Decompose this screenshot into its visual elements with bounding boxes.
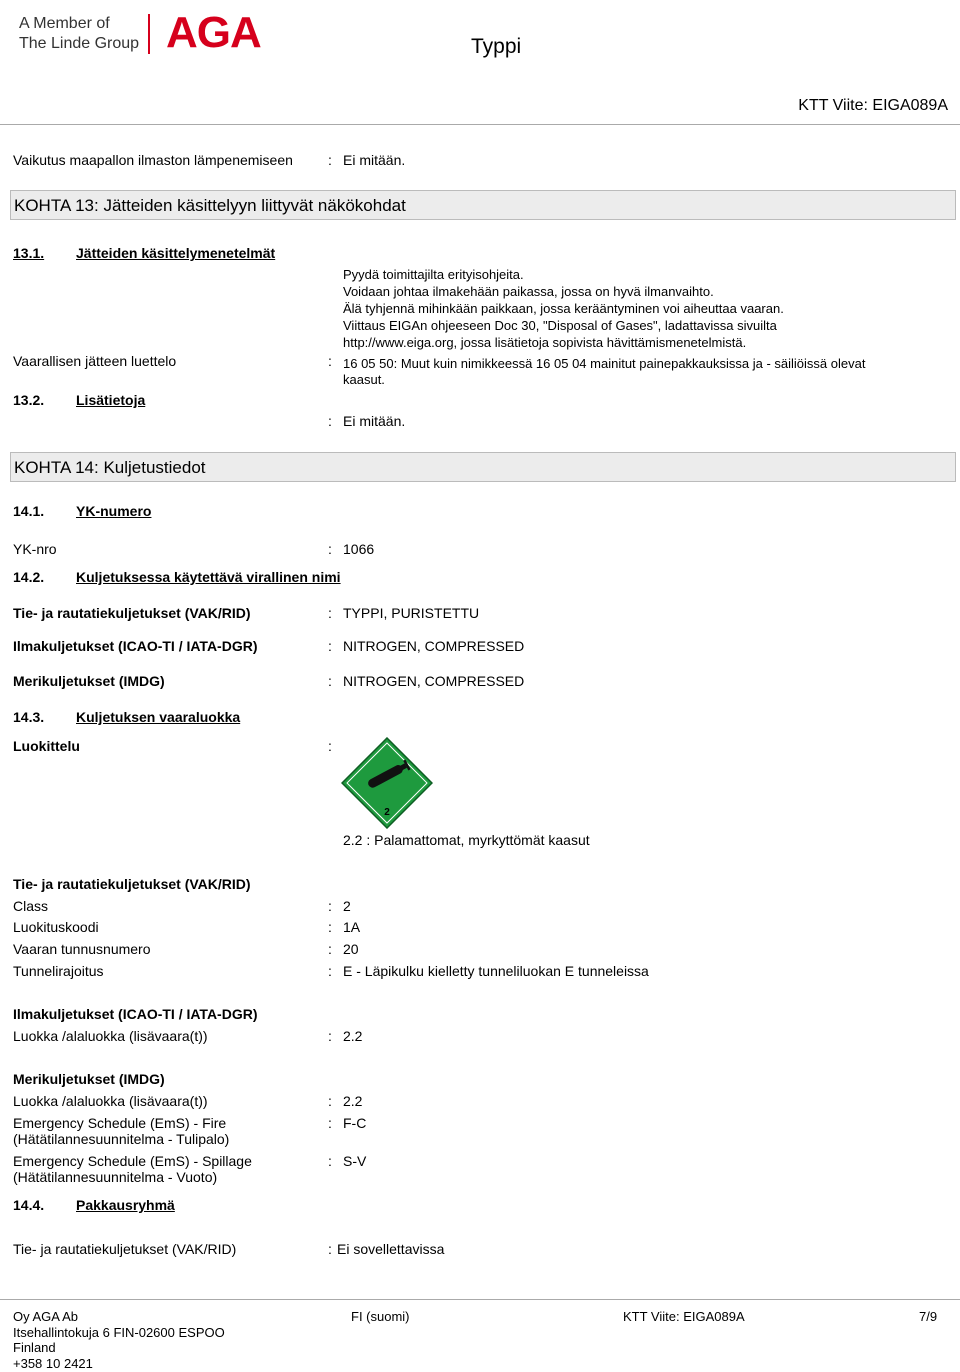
colon: :: [328, 1115, 332, 1131]
road-class-value: 2: [343, 898, 351, 914]
sea-class-value: 2.2: [343, 1093, 363, 1109]
member-line-2: The Linde Group: [19, 35, 140, 52]
colon: :: [328, 963, 332, 979]
disposal-line: Voidaan johtaa ilmakehään paikassa, jossa on hyvä ilmanvaihto.: [343, 284, 714, 299]
shipping-name-label: Ilmakuljetukset (ICAO-TI / IATA-DGR): [13, 638, 258, 654]
ems-fire-value: F-C: [343, 1115, 367, 1131]
footer-rule: [0, 1299, 960, 1300]
subsection-14-2-title: Kuljetuksessa käytettävä virallinen nimi: [76, 569, 341, 585]
subsection-14-4-number: 14.4.: [13, 1197, 45, 1213]
classification-code-label: Luokituskoodi: [13, 919, 99, 935]
air-class-value: 2.2: [343, 1028, 363, 1044]
footer-reference: KTT Viite: EIGA089A: [623, 1309, 745, 1324]
colon: :: [328, 1153, 332, 1169]
shipping-name-label: Tie- ja rautatiekuljetukset (VAK/RID): [13, 605, 251, 621]
sea-class-label: Luokka /alaluokka (lisävaara(t)): [13, 1093, 208, 1109]
colon: :: [328, 673, 332, 689]
air-class-label: Luokka /alaluokka (lisävaara(t)): [13, 1028, 208, 1044]
colon: :: [328, 541, 332, 557]
colon: :: [328, 898, 332, 914]
header-reference: KTT Viite: EIGA089A: [798, 97, 948, 114]
waste-list-value-line-2: kaasut.: [343, 372, 385, 387]
gwp-value: Ei mitään.: [343, 152, 406, 168]
subsection-14-1-number: 14.1.: [13, 503, 45, 519]
shipping-name-value: NITROGEN, COMPRESSED: [343, 673, 525, 689]
colon: :: [328, 353, 332, 369]
ems-fire-label: Emergency Schedule (EmS) - Fire: [13, 1115, 227, 1131]
hazard-placard-icon: [341, 737, 433, 829]
subsection-14-1-title: YK-numero: [76, 503, 152, 519]
footer-phone: +358 10 2421: [13, 1356, 93, 1371]
colon: :: [328, 941, 332, 957]
additional-info-value: Ei mitään.: [343, 413, 406, 429]
section-14-title: KOHTA 14: Kuljetustiedot: [14, 458, 206, 477]
disposal-line: Pyydä toimittajilta erityisohjeita.: [343, 267, 524, 282]
subsection-14-4-title: Pakkausryhmä: [76, 1197, 175, 1213]
hazard-id-value: 20: [343, 941, 359, 957]
ems-spill-label: Emergency Schedule (EmS) - Spillage: [13, 1153, 252, 1169]
document-title: Typpi: [471, 35, 522, 58]
colon: :: [328, 1028, 332, 1044]
placard-caption: 2.2 : Palamattomat, myrkyttömät kaasut: [343, 832, 590, 848]
footer-page-number: 7/9: [919, 1309, 938, 1324]
colon: :: [328, 413, 332, 429]
hazard-id-label: Vaaran tunnusnumero: [13, 941, 151, 957]
packing-group-label: Tie- ja rautatiekuljetukset (VAK/RID): [13, 1241, 237, 1257]
sea-heading: Merikuljetukset (IMDG): [13, 1071, 165, 1087]
shipping-name-value: NITROGEN, COMPRESSED: [343, 638, 525, 654]
colon: :: [328, 605, 332, 621]
subsection-13-1-title: Jätteiden käsittelymenetelmät: [76, 245, 276, 261]
waste-list-value-line-1: 16 05 50: Muut kuin nimikkeessä 16 05 04 mainitut painepakkauksissa ja - säiliöissä olevat: [343, 356, 866, 371]
section-13-title: KOHTA 13: Jätteiden käsittelyyn liittyvät näkökohdat: [14, 196, 406, 215]
colon: :: [328, 638, 332, 654]
shipping-name-label: Merikuljetukset (IMDG): [13, 673, 165, 689]
gwp-label: Vaikutus maapallon ilmaston lämpenemiseen: [13, 152, 293, 168]
tunnel-restriction-value: E - Läpikulku kielletty tunneliluokan E tunneleissa: [343, 963, 649, 979]
ems-fire-label-translation: (Hätätilannesuunnitelma - Tulipalo): [13, 1131, 230, 1147]
footer-street: Itsehallintokuja 6 FIN-02600 ESPOO: [13, 1325, 225, 1340]
footer-company: Oy AGA Ab: [13, 1309, 79, 1324]
aga-logo: AGA: [166, 8, 261, 57]
colon: :: [328, 152, 332, 168]
packing-group-value: Ei sovellettavissa: [337, 1241, 445, 1257]
footer-language: FI (suomi): [351, 1309, 410, 1324]
road-heading: Tie- ja rautatiekuljetukset (VAK/RID): [13, 876, 251, 892]
colon: :: [328, 1241, 332, 1257]
shipping-name-value: TYPPI, PURISTETTU: [343, 605, 480, 621]
member-line-1: A Member of: [19, 15, 110, 32]
subsection-14-3-title: Kuljetuksen vaaraluokka: [76, 709, 241, 725]
subsection-13-1-number: 13.1.: [13, 245, 45, 261]
un-number-value: 1066: [343, 541, 375, 557]
subsection-14-2-number: 14.2.: [13, 569, 45, 585]
header-rule: [0, 124, 960, 125]
classification-code-value: 1A: [343, 919, 361, 935]
disposal-line: Älä tyhjennä mihinkään paikkaan, jossa kerääntyminen voi aiheuttaa vaaran.: [343, 301, 784, 316]
road-class-label: Class: [13, 898, 49, 914]
ems-spill-value: S-V: [343, 1153, 367, 1169]
disposal-line: Viittaus EIGAn ohjeeseen Doc 30, "Disposal of Gases", ladattavissa sivuilta: [343, 318, 777, 333]
air-heading: Ilmakuljetukset (ICAO-TI / IATA-DGR): [13, 1006, 258, 1022]
subsection-13-2-number: 13.2.: [13, 392, 45, 408]
ems-spill-label-translation: (Hätätilannesuunnitelma - Vuoto): [13, 1169, 218, 1185]
logo-divider: [148, 14, 150, 54]
footer-country: Finland: [13, 1340, 56, 1355]
disposal-line: http://www.eiga.org, jossa lisätietoja sopivista hävittämismenetelmistä.: [343, 335, 747, 350]
colon: :: [328, 738, 332, 754]
placard-class-number: 2: [384, 807, 390, 818]
colon: :: [328, 1093, 332, 1109]
tunnel-restriction-label: Tunnelirajoitus: [13, 963, 104, 979]
un-number-label: YK-nro: [13, 541, 57, 557]
subsection-13-2-title: Lisätietoja: [76, 392, 146, 408]
subsection-14-3-number: 14.3.: [13, 709, 45, 725]
waste-list-label: Vaarallisen jätteen luettelo: [13, 353, 177, 369]
colon: :: [328, 919, 332, 935]
classification-label: Luokittelu: [13, 738, 80, 754]
